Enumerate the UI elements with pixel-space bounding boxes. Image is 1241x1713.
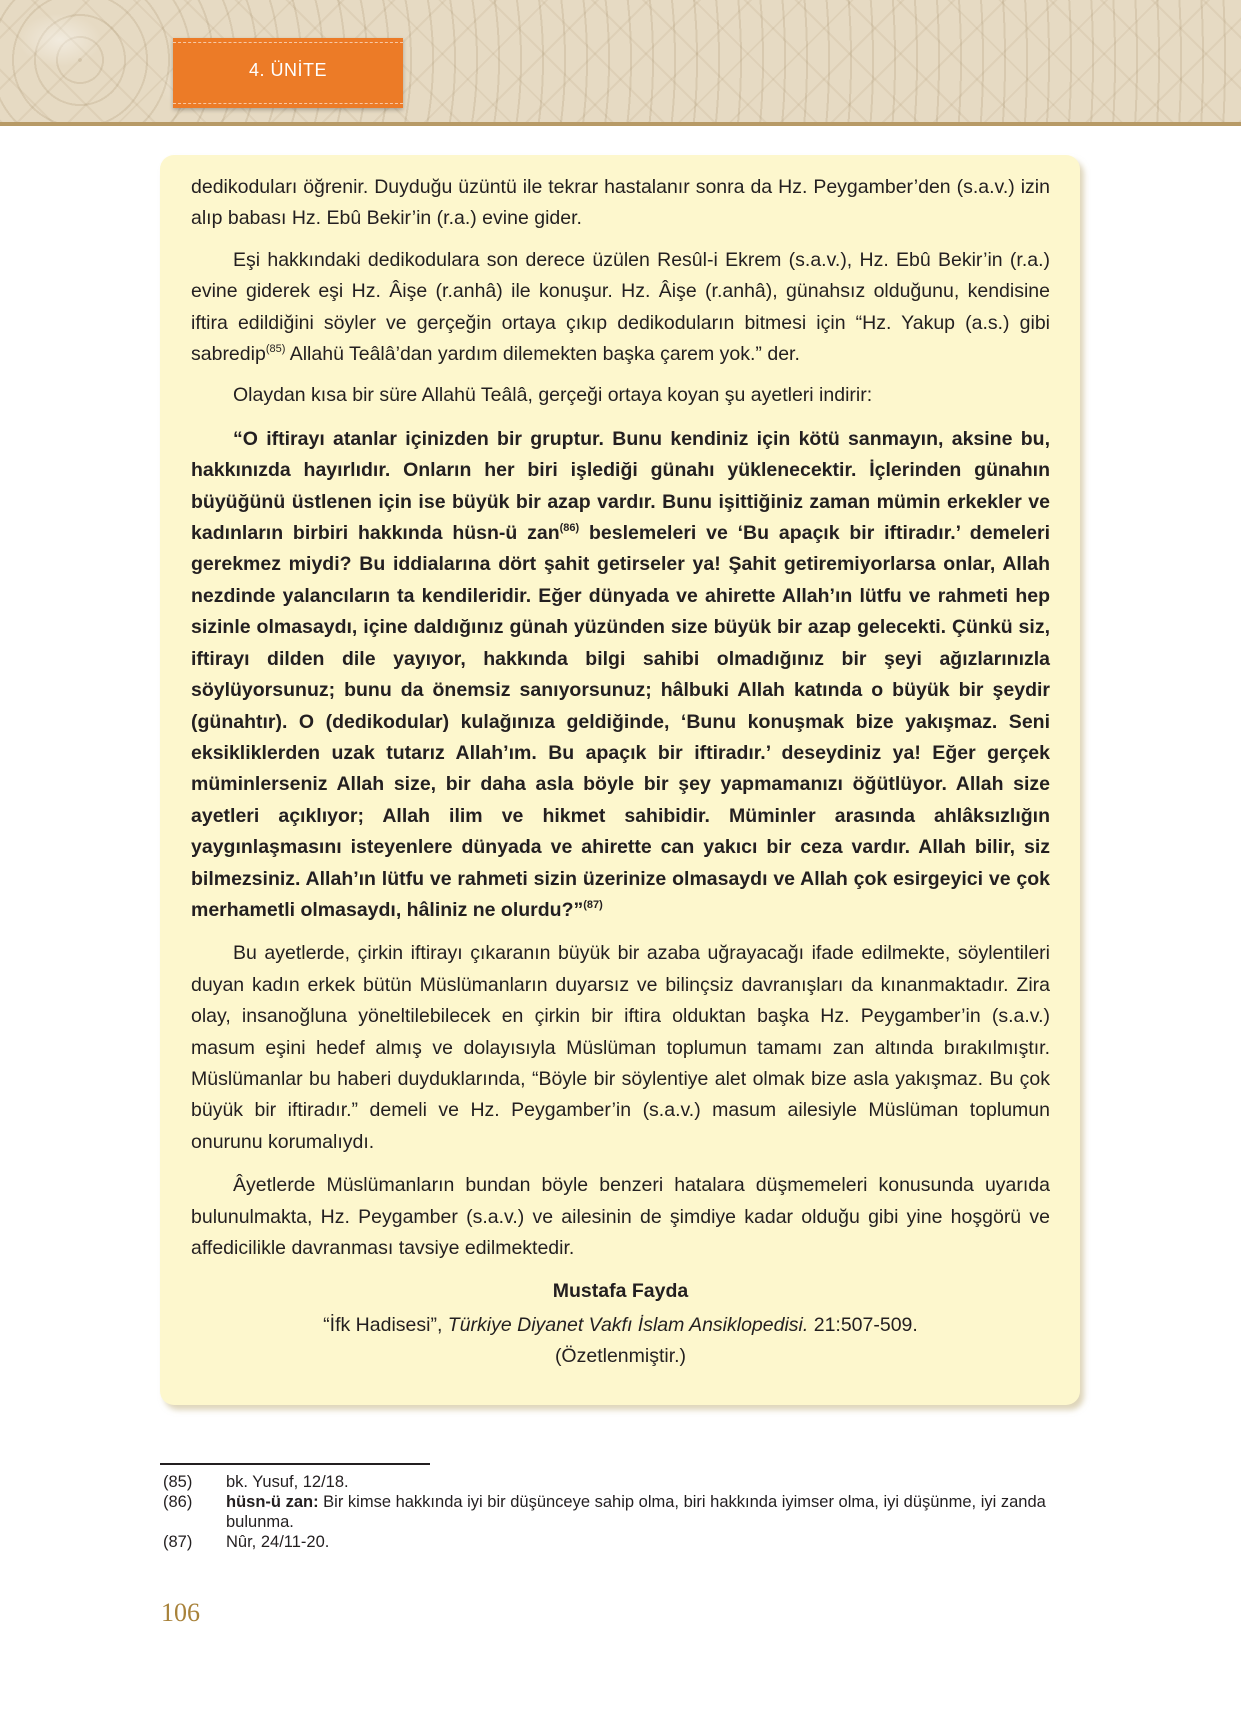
paragraph-4: Bu ayetlerde, çirkin iftirayı çıkaranın büyük bir azaba uğrayacağı ifade edilmekte, söylentileri duyan kadın erkek bütün Müslümanların duyarsız ve bilinçsiz davranışları da kınanmaktadır. Zira olay, insanoğluna yöneltilebilecek en çirkin bir iftira olduktan başka Hz. Peygamber’in (s.a.v.) masum eşini hedef almış ve dolayısıyla Müslüman toplumun tamamı zan altında bırakılmıştır. Müslümanlar bu haberi duyduklarında, “Böyle bir söylentiye alet olmak bize asla yakışmaz. Bu çok büyük bir iftiradır.” demeli ve Hz. Peygamber’in (s.a.v.) masum ailesiyle Müslüman toplumun onurunu korumalıydı. xyxy=(191,942,1050,1153)
unit-tab-stitch-top xyxy=(173,42,403,43)
footnote-number: (86) xyxy=(163,1493,193,1511)
footnote-number: (85) xyxy=(163,1473,193,1491)
reading-text xyxy=(191,172,1050,1373)
verse-text-a: “O iftirayı atanlar içinizden bir gruptur. Bunu kendiniz için kötü sanmayın, aksine bu, hakkınızda hayırlıdır. Onların her biri işlediği günahı yüklenecektir. İçlerinden günahın büyüğünü üstlenen için ise büyük bir azap vardır. Bunu işittiğiniz zaman mümin erkekler ve kadınların birbiri hakkında hüsn-ü zan xyxy=(191,427,1050,545)
paragraph-2-text-b: Allahü Teâlâ’dan yardım dilemekten başka çarem yok.” der. xyxy=(285,343,800,366)
footnote-term: hüsn-ü zan: xyxy=(226,1493,319,1511)
footnote-87 xyxy=(160,1532,1090,1552)
footnote-ref-87: (87) xyxy=(583,898,603,911)
verse-text-b: beslemeleri ve ‘Bu apaçık bir iftiradır.’ demeleri gerekmez miydi? Bu iddialarına dört şahit getirseler ya! Şahit getiremiyorlarsa onlar, Allah nezdinde yalancıların ta kendileridir. Eğer dünyada ve ahirette Allah’ın lütfu ve rahmeti hep sizinle olmasaydı, içine daldığınız günah yüzünden size büyük bir azap gelecekti. Çünkü siz, iftirayı dilden dile yayıyor, hakkında bilgi sahibi olmadığınız bir şeyi ağızlarınızla söylüyorsunuz; bunu da önemsiz sanıyorsunuz; hâlbuki Allah katında o büyük bir şeydir (günahtır). O (dedikodular) kulağınıza geldiğinde, ‘Bunu konuşmak bize yakışmaz. Seni eksikliklerden uzak tutarız Allah’ım. Bu apaçık bir iftiradır.’ deseydiniz ya! Eğer gerçek müminlerseniz Allah size, bir daha asla böyle bir şey yapmamanızı öğütlüyor. Allah size ayetleri açıklıyor; Allah ilim ve hikmet sahibidir. Müminler arasında ahlâksızlığın yaygınlaşmasını isteyenlere dünyada ve ahirette can yakıcı bir ceza vardır. Allah bilir, siz bilmezsiniz. Allah’ın lütfu ve rahmeti sizin üzerinize olmasaydı ve Allah çok esirgeyici ve çok merhametli olmasaydı, hâliniz ne olurdu?” xyxy=(191,522,1050,921)
footnote-divider xyxy=(160,1463,430,1465)
paragraph-5: Âyetlerde Müslümanların bundan böyle benzeri hatalara düşmemeleri konusunda uyarıda bulunulmakta, Hz. Peygamber (s.a.v.) ve ailesinin de şimdiye kadar olduğu gibi yine hoşgörü ve affedicilikle davranması tavsiye edilmektedir. xyxy=(191,1174,1050,1259)
footnote-text: Bir kimse hakkında iyi bir düşünceye sahip olma, biri hakkında iyimser olma, iyi düşünme, iyi zanda bulunma. xyxy=(226,1493,1046,1531)
footnote-ref-86: (86) xyxy=(559,522,580,535)
footnote-85 xyxy=(160,1472,1090,1492)
footnote-86 xyxy=(160,1492,1090,1532)
verse-quote xyxy=(191,424,1050,927)
paragraph-1: dedikoduları öğrenir. Duyduğu üzüntü ile tekrar hastalanır sonra da Hz. Peygamber’den (s.a.v.) izin alıp babası Hz. Ebû Bekir’in (r.a.) evine gider. xyxy=(191,176,1050,230)
footnote-ref-85: (85) xyxy=(265,343,286,356)
citation-work: Türkiye Diyanet Vakfı İslam Ansiklopedisi. xyxy=(447,1313,809,1336)
footnote-text: Nûr, 24/11-20. xyxy=(226,1533,330,1551)
citation-pages: 21:507-509. xyxy=(808,1313,918,1336)
unit-tab xyxy=(173,38,403,108)
footnote-number: (87) xyxy=(163,1533,193,1551)
paragraph-3: Olaydan kısa bir süre Allahü Teâlâ, gerçeği ortaya koyan şu ayetleri indirir: xyxy=(233,384,873,407)
citation xyxy=(191,1276,1050,1372)
footnote-text: bk. Yusuf, 12/18. xyxy=(226,1473,349,1491)
page-number: 106 xyxy=(161,1598,200,1627)
citation-article: “İfk Hadisesi”, xyxy=(323,1313,448,1336)
citation-note: (Özetlenmiştir.) xyxy=(554,1345,687,1368)
citation-source xyxy=(191,1310,1050,1341)
footnotes xyxy=(160,1472,1090,1552)
paragraph-2-text-a: Eşi hakkındaki dedikodulara son derece üzülen Resûl-i Ekrem (s.a.v.), Hz. Ebû Bekir’in (r.a.) evine giderek eşi Hz. Âişe (r.anhâ) ile konuşur. Hz. Âişe (r.anhâ), günahsız olduğunu, kendisine iftira edildiğini söyler ve gerçeğin ortaya çıkıp dedikoduların bitmesi için “Hz. Yakup (a.s.) gibi sabredip xyxy=(191,248,1050,366)
paragraph-2 xyxy=(191,245,1050,371)
citation-author: Mustafa Fayda xyxy=(552,1280,689,1303)
unit-tab-stitch-bottom xyxy=(173,103,403,104)
unit-label: 4. ÜNİTE xyxy=(249,60,328,80)
